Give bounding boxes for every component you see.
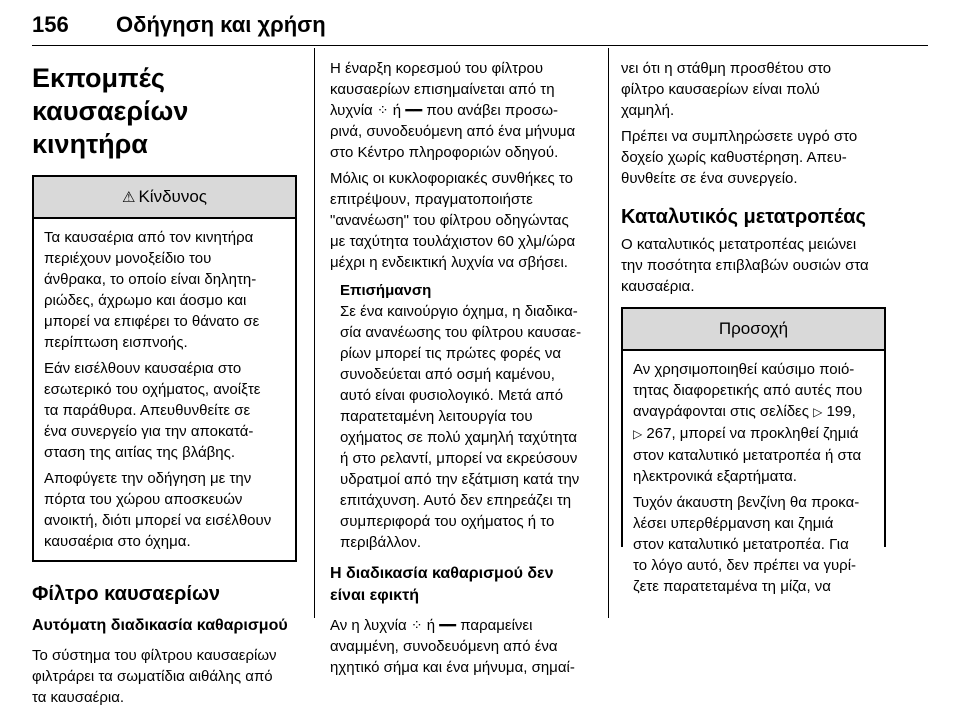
catalytic-heading: Καταλυτικός μετατροπέας: [621, 206, 866, 228]
note-block: [330, 281, 595, 553]
exhaust-pipe-icon: ━━: [439, 617, 457, 633]
main-heading: Εκπομπές καυσαερίων κινητήρα: [32, 63, 189, 159]
danger-box-body: [34, 219, 295, 560]
page-ref-199[interactable]: 199: [826, 403, 852, 420]
filter-warning-icon: ⁘: [376, 102, 389, 118]
caution-box-header: Προσοχή: [623, 309, 884, 351]
danger-paragraph-1: Τα καυσαέρια από τον κινητήρα περιέχουν μονοξείδιο του άνθρακα, το οποίο είναι δηλητη- ριώδες, άχρωμο και άοσμο και μπορεί να επιφέρει το θάνατο σε περίπτωση εισπνοής.: [44, 229, 260, 351]
not-possible-heading: Η διαδικασία καθαρισμού δεν είναι εφικτή: [330, 565, 554, 604]
auto-cleaning-text: Το σύστημα του φίλτρου καυσαερίων φιλτράρει τα σωματίδια αιθάλης από τα καυσαέρια.: [32, 647, 277, 706]
auto-cleaning-heading: Αυτόματη διαδικασία καθαρισμού: [32, 617, 288, 634]
column-1: [32, 48, 297, 708]
page-number: 156: [32, 12, 69, 37]
additive-level-text: νει ότι η στάθμη προσθέτου στο φίλτρο καυσαερίων είναι πολύ χαμηλή.: [621, 60, 832, 119]
page-header: [32, 10, 928, 40]
section-title: Οδήγηση και χρήση: [116, 12, 326, 37]
refill-text: Πρέπει να συμπληρώσετε υγρό στο δοχείο χωρίς καθυστέρηση. Απευ- θυνθείτε σε ένα συνεργείο.: [621, 128, 858, 187]
note-text: Σε ένα καινούργιο όχημα, η διαδικα- σία ανανέωσης του φίλτρου καυσαε- ρίων μπορεί τις πρώτες φορές να συνοδεύεται από οσμή καμένου, αυτό είναι φυσιολογικό. Μετά από παρατεταμένη λειτουργία του οχήματος σε πολύ χαμηλή ταχύτητα ή στο ρελαντί, μπορεί να εκρεύσουν υδρατμοί από την εξάτμιση κατά την επιτάχυνση. Αυτό δεν επηρεάζει τη συμπεριφορά του οχήματος ή το περιβάλλον.: [340, 303, 582, 551]
filter-warning-icon: ⁘: [410, 617, 423, 633]
catalytic-text: Ο καταλυτικός μετατροπέας μειώνει την ποσότητα επιβλαβών ουσιών στα καυσαέρια.: [621, 236, 869, 295]
saturation-paragraph: Η έναρξη κορεσμού του φίλτρου καυσαερίων επισημαίνεται από τη λυχνία ⁘ ή ━━ που ανάβει προσω- ρινά, συνοδευόμενη από ένα μήνυμα στο Κέντρο πληροφοριών οδηγού.: [330, 60, 576, 161]
page-ref-267[interactable]: 267: [646, 425, 672, 442]
not-possible-text: Αν η λυχνία ⁘ ή ━━ παραμείνει αναμμένη, συνοδευόμενη από ένα ηχητικό σήμα και ένα μήνυμα, σημαί-: [330, 617, 575, 676]
column-3: [621, 48, 886, 595]
warning-triangle-icon: ⚠: [122, 189, 136, 206]
page-ref-arrow-icon: ▷: [813, 405, 823, 419]
exhaust-pipe-icon: ━━: [405, 102, 423, 118]
page-ref-arrow-icon: ▷: [633, 427, 643, 441]
header-rule: [32, 45, 928, 46]
caution-box: [621, 307, 886, 595]
caution-paragraph-2: Τυχόν άκαυστη βενζίνη θα προκα- λέσει υπερθέρμανση και ζημιά στον καταλυτικό μετατροπέα. Για το λόγο αυτό, δεν πρέπει να γυρί- ζετε παρατεταμένα τη μίζα, να: [633, 494, 860, 595]
note-title: Επισήμανση: [340, 282, 432, 299]
danger-title: Κίνδυνος: [138, 187, 207, 206]
danger-box-header: [34, 177, 295, 219]
column-divider-1: [314, 48, 315, 618]
column-2: [330, 48, 595, 678]
danger-paragraph-3: Αποφύγετε την οδήγηση με την πόρτα του χώρου αποσκευών ανοικτή, διότι μπορεί να εισέλθουν καυσαέρια στο όχημα.: [44, 470, 272, 550]
caution-paragraph-1: Αν χρησιμοποιηθεί καύσιμο ποιό- τητας διαφορετικής από αυτές που αναγράφονται στις σελίδες ▷ 199, ▷ 267, μπορεί να προκληθεί ζημιά στον καταλυτικό μετατροπέα ή στα ηλεκτρονικά εξαρτήματα.: [633, 361, 863, 485]
caution-box-body: [623, 351, 884, 605]
danger-paragraph-2: Εάν εισέλθουν καυσαέρια στο εσωτερικό του οχήματος, ανοίξτε τα παράθυρα. Απευθυνθείτε σε ένα συνεργείο για την αποκατά- σταση της αιτίας της βλάβης.: [44, 360, 261, 461]
danger-box: [32, 175, 297, 562]
filter-heading: Φίλτρο καυσαερίων: [32, 583, 221, 605]
regeneration-paragraph: Μόλις οι κυκλοφοριακές συνθήκες το επιτρέψουν, πραγματοποιήστε "ανανέωση" του φίλτρου οδηγώντας με ταχύτητα τουλάχιστον 60 χλμ/ώρα μέχρι η ενδεικτική λυχνία να σβήσει.: [330, 170, 576, 271]
column-divider-2: [608, 48, 609, 618]
